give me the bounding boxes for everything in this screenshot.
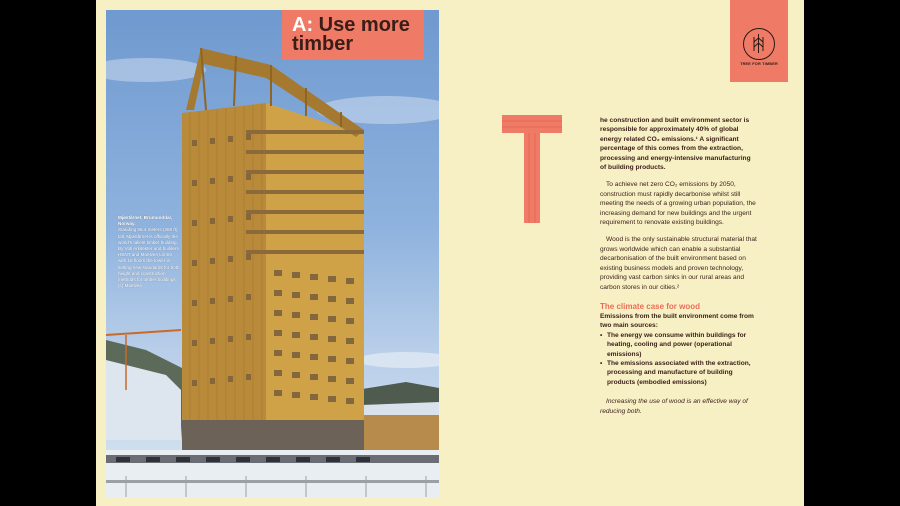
bullet-item: • The emissions associated with the extraction, processing and manufacture of building products (embodied emissions) [600,359,758,387]
magazine-spread [96,0,804,506]
section-heading: The climate case for wood [600,301,701,311]
closing-paragraph: Increasing the use of wood is an effective way of reducing both. [600,398,748,415]
article-body [600,116,758,416]
bullet-list [600,331,758,387]
section-title-box [282,10,424,60]
title-line2: timber [292,33,354,55]
bullet-item: • The energy we consume within buildings for heating, cooling and power (operational emissions) [600,331,758,359]
caption-text: Standing 85.4 meters (280 ft) tall, Mjøstårnet is officially the world's tallest timber building. By Voll Arkitekter and builders HENT and Moelven Limtre, with 18 floors the tower is setting new standards for both height and construction methods for timber buildings. (c) Moelven [118,227,180,289]
paragraph-2: To achieve net zero CO₂ emissions by 2050, construction must rapidly decarbonise whilst still meeting the needs of a growing urban population, the increasing demand for new buildings and the urgent requirement to renovate existing buildings. [600,181,756,227]
drop-cap-t [502,115,562,223]
caption-title: Mjøstårnet, Brumunddal, Norway. [118,215,173,227]
logo-text: TREE FOR TIMBER [740,62,778,66]
photo-caption [118,215,180,289]
title-prefix: A: [292,14,314,36]
tower-photo [106,10,439,497]
title-line1: Use more [318,14,410,36]
tree-logo-icon [743,28,775,60]
lead-paragraph: he construction and built environment sector is responsible for approximately 40% of global energy related CO₂ emissions.¹ A significant percentage of this comes from the extraction, processing and energy-intensive manufacturing of building products. [600,117,751,172]
logo-tab [730,0,788,82]
paragraph-3: Wood is the only sustainable structural material that grows worldwide which can enable a substantial decarbonisation of the built environment based on existing business models and proven technology, providing vast carbon sinks in our rural areas and carbon stores in our cities.² [600,236,757,291]
section-title [292,10,424,54]
section-subheading: Emissions from the built environment come from two main sources: [600,312,754,330]
